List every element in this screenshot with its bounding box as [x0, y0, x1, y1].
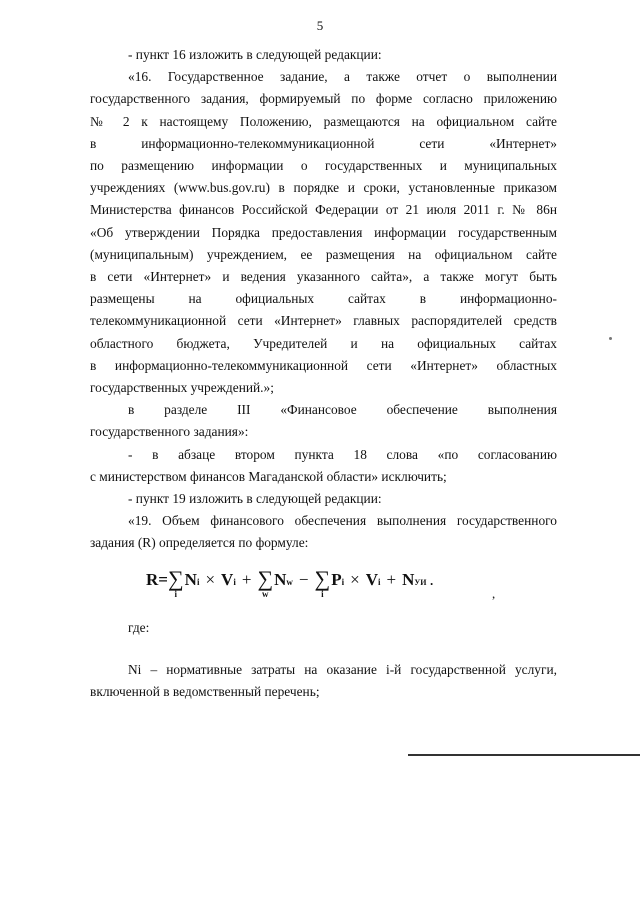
paragraph-item-16-text [90, 66, 557, 399]
text-line: государственного задания»: [90, 424, 249, 440]
operator-times: × [350, 569, 360, 589]
text-line: размещены на официальных сайтах в информационно- [90, 291, 557, 307]
text-line: в разделе III «Финансовое обеспечение выполнения [128, 402, 557, 418]
subscript-i: i [377, 576, 381, 587]
text-line: государственного задания, формируемый по форме согласно приложению [90, 91, 557, 107]
document-body [90, 44, 557, 703]
text-line: областного бюджета, Учредителей и на официальных сайтах [90, 335, 557, 351]
text-line: в информационно-телекоммуникационной сети «Интернет» областных [90, 357, 557, 373]
formula-sum-i [167, 565, 184, 599]
paragraph-item-18 [90, 444, 557, 488]
text-line: Министерства финансов Российской Федерации от 21 июля 2011 г. № 86н [90, 202, 557, 218]
operator-times: × [205, 569, 216, 589]
sum-index: w [262, 588, 269, 599]
text-line: в сети «Интернет» и ведения указанного сайта», а также могут быть [90, 269, 557, 285]
paragraph-section-iii [90, 399, 557, 443]
scan-speck [609, 337, 612, 340]
where-label: где: [128, 619, 150, 635]
paragraph-item-16-intro: - пункт 16 изложить в следующей редакции: [128, 47, 382, 62]
formula-dot: . [429, 569, 434, 589]
text-line: телекоммуникационной сети «Интернет» главных распорядителей средств [90, 313, 557, 329]
symbol-n: N [274, 569, 287, 589]
symbol-n: N [184, 569, 197, 589]
operator-plus: + [241, 569, 252, 589]
formula-term-v [221, 569, 236, 593]
symbol-n: N [402, 569, 415, 589]
text-line: государственных учреждений.»; [90, 380, 274, 396]
symbol-v: V [221, 569, 234, 589]
paragraph-item-19-intro: - пункт 19 изложить в следующей редакции: [128, 491, 382, 507]
formula-term-v [366, 569, 381, 593]
operator-plus: + [386, 569, 397, 589]
formula [90, 555, 557, 617]
symbol-p: P [331, 569, 342, 589]
subscript-w: w [286, 576, 293, 587]
formula-expression [146, 565, 434, 599]
sum-index: i [174, 588, 178, 599]
formula-lhs: R= [146, 569, 168, 589]
text-line: - в абзаце втором пункта 18 слова «по согласованию [128, 446, 557, 462]
formula-comma: , [492, 585, 496, 601]
text-line: учреждениях (www.bus.gov.ru) в порядке и сроки, установленные приказом [90, 180, 557, 196]
text-line: «Об утверждении Порядка предоставления информации государственным [90, 224, 557, 240]
text-line: «16. Государственное задание, а также отчет о выполнении [128, 69, 557, 85]
text-line: в информационно-телекоммуникационной сети «Интернет» [90, 135, 557, 151]
subscript-i: i [341, 576, 345, 587]
formula-sum-w [257, 565, 274, 599]
symbol-v: V [365, 569, 378, 589]
subscript-i: i [196, 576, 200, 587]
operator-minus: − [298, 569, 309, 589]
text-line: по размещению информации о государственных и муниципальных [90, 158, 557, 174]
page-number: 5 [316, 18, 324, 33]
text-line: «19. Объем финансового обеспечения выполнения государственного [128, 513, 557, 529]
spacer [90, 639, 557, 659]
text-line: с министерством финансов Магаданской области» исключить; [90, 468, 447, 484]
text-line: (муниципальным) учреждением, ее размещения на официальном сайте [90, 246, 557, 262]
subscript-i: i [233, 576, 236, 587]
text-line: № 2 к настоящему Положению, размещаются на официальном сайте [90, 113, 557, 129]
sum-sign: ∑ [257, 565, 274, 591]
text-line: включенной в ведомственный перечень; [90, 684, 320, 700]
formula-sum-i [314, 565, 331, 599]
text-line: Ni – нормативные затраты на оказание i-й государственной услуги, [128, 661, 557, 677]
formula-term-n [185, 569, 200, 593]
formula-term-nui [402, 569, 426, 594]
paragraph-ni-definition [90, 659, 557, 703]
superscript-ui: УИ [414, 577, 427, 587]
formula-term-nw [274, 569, 293, 593]
sum-sign: ∑ [314, 565, 331, 591]
paragraph-item-19-text [90, 510, 557, 554]
sum-sign: ∑ [167, 565, 184, 591]
formula-term-p [331, 569, 344, 593]
sum-index: i [321, 588, 324, 599]
text-line: задания (R) определяется по формуле: [90, 535, 309, 551]
bottom-rule [408, 754, 640, 756]
